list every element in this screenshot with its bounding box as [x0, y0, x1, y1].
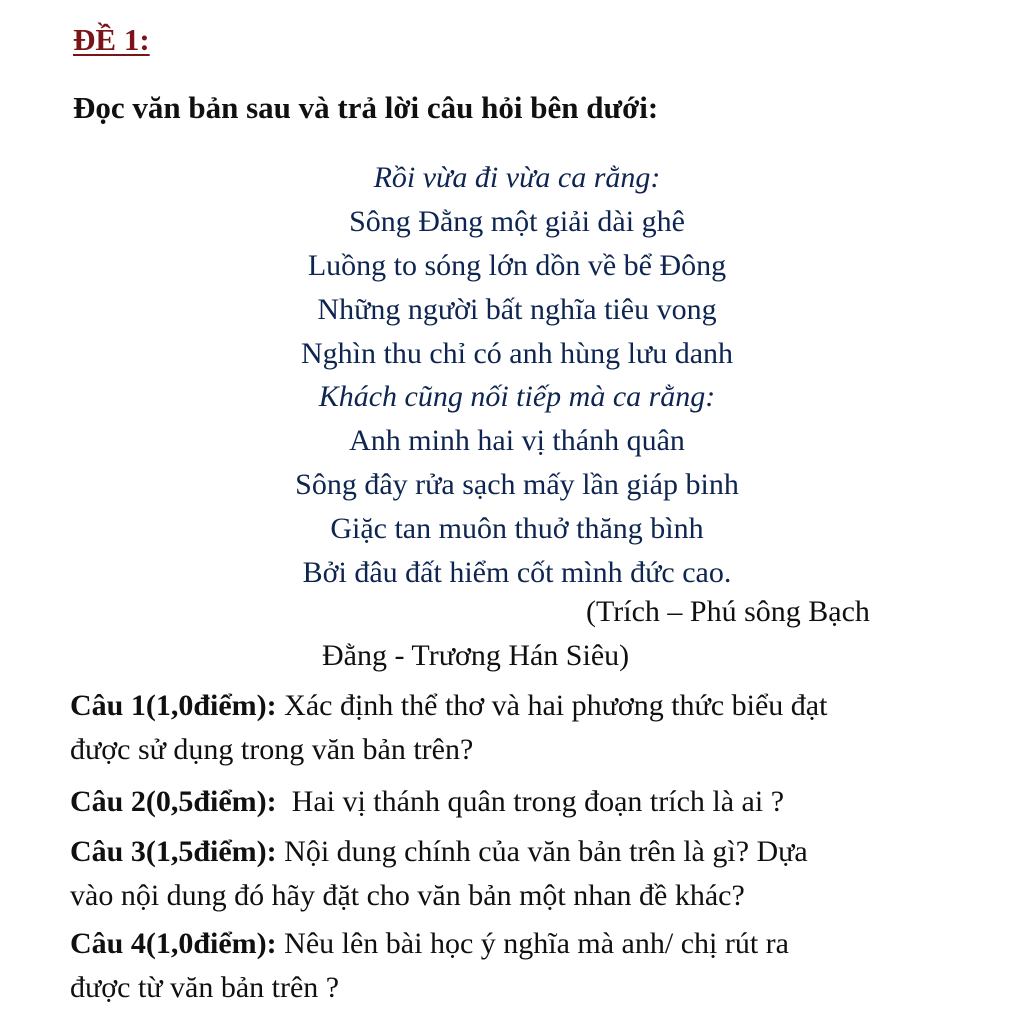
question-label: Câu 2(0,5điểm):: [70, 785, 277, 818]
question-label: Câu 3(1,5điểm):: [70, 835, 277, 868]
question-label: Câu 4(1,0điểm):: [70, 927, 277, 960]
instruction-text: Đọc văn bản sau và trả lời câu hỏi bên dưới:: [73, 90, 659, 125]
poem-line: Luồng to sóng lớn dồn về bể Đông: [307, 249, 727, 282]
question-text: Xác định thể thơ và hai phương thức biểu đạt: [276, 689, 828, 722]
poem-line: Sông đây rửa sạch mấy lần giáp binh: [295, 468, 739, 501]
question-text: Nội dung chính của văn bản trên là gì? Dựa: [276, 835, 808, 868]
question-text: Hai vị thánh quân trong đoạn trích là ai ?: [276, 785, 785, 818]
stanza-2-intro: Khách cũng nối tiếp mà ca rằng:: [318, 380, 716, 413]
citation-line-2: Đằng - Trương Hán Siêu): [322, 639, 630, 672]
question-4: [70, 922, 970, 1010]
question-text-continued: được sử dụng trong văn bản trên?: [70, 733, 474, 766]
question-text-continued: được từ văn bản trên ?: [70, 971, 340, 1004]
poem-line: Nghìn thu chỉ có anh hùng lưu danh: [300, 337, 734, 370]
question-text-continued: vào nội dung đó hãy đặt cho văn bản một nhan đề khác?: [70, 879, 745, 912]
question-text: Nêu lên bài học ý nghĩa mà anh/ chị rút ra: [276, 927, 789, 960]
poem-line: Giặc tan muôn thuở thăng bình: [330, 512, 704, 545]
exam-heading: ĐỀ 1:: [73, 22, 150, 57]
citation-line-1: (Trích – Phú sông Bạch: [586, 595, 870, 628]
stanza-1-intro: Rồi vừa đi vừa ca rằng:: [373, 161, 661, 194]
question-1: [70, 684, 970, 772]
poem-stanza-1: [0, 156, 1024, 376]
poem-line: Sông Đằng một giải dài ghê: [349, 205, 685, 238]
poem-line: Anh minh hai vị thánh quân: [349, 424, 685, 457]
question-3: [70, 830, 970, 918]
poem-stanza-2: [0, 375, 1024, 595]
poem-line: Bởi đâu đất hiểm cốt mình đức cao.: [302, 556, 732, 589]
poem-line: Những người bất nghĩa tiêu vong: [317, 293, 717, 326]
question-label: Câu 1(1,0điểm):: [70, 689, 277, 722]
question-2: [70, 780, 970, 824]
